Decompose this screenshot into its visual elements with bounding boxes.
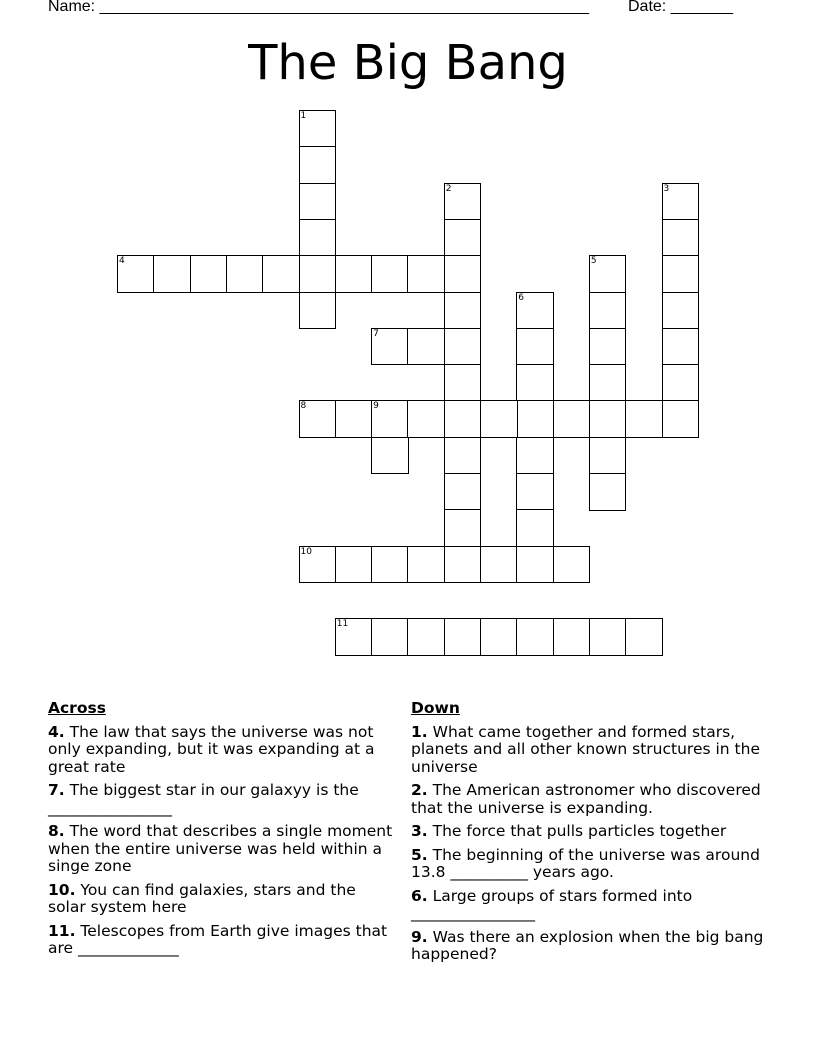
crossword-cell[interactable] [371,437,409,475]
crossword-cell[interactable] [589,364,627,402]
crossword-cell[interactable] [589,437,627,475]
clue-number-label: 2 [445,183,452,194]
crossword-cell[interactable] [589,292,627,330]
crossword-cell[interactable] [299,146,337,184]
crossword-cell[interactable] [299,546,337,584]
crossword-cell[interactable] [407,618,445,656]
crossword-cell[interactable] [516,509,554,547]
crossword-cell[interactable] [589,473,627,511]
crossword-cell[interactable] [371,328,409,366]
crossword-cell[interactable] [299,400,337,438]
page-title: The Big Bang [248,35,568,91]
clue-number-label: 11 [336,619,349,630]
crossword-cell[interactable] [662,364,700,402]
crossword-cell[interactable] [299,183,337,221]
clue-number-label: 7 [373,328,379,339]
crossword-cell[interactable] [299,110,337,148]
crossword-cell[interactable] [589,400,627,438]
crossword-cell[interactable] [117,255,155,293]
clue-number: 3. [411,822,428,840]
across-clue [48,782,393,817]
date-label: Date: [628,0,667,15]
crossword-cell[interactable] [444,183,482,221]
crossword-cell[interactable] [662,219,700,257]
crossword-cell[interactable] [480,546,518,584]
across-heading: Across [48,699,106,717]
crossword-cell[interactable] [335,618,373,656]
crossword-cell[interactable] [553,400,591,438]
clue-text: Was there an explosion when the big bang happened? [411,927,764,963]
clue-text: The word that describes a single moment when the entire universe was held within a singe zone [48,822,393,875]
crossword-cell[interactable] [335,255,373,293]
down-clue [411,782,771,817]
crossword-cell[interactable] [516,364,554,402]
crossword-cell[interactable] [407,400,445,438]
clue-text: Telescopes from Earth give images that are _____________ [48,921,388,957]
date-line[interactable]: _______ [670,0,733,15]
crossword-cell[interactable] [407,328,445,366]
crossword-cell[interactable] [480,400,518,438]
crossword-cell[interactable] [444,219,482,257]
crossword-cell[interactable] [444,473,482,511]
name-line[interactable]: _______________________________________________________ [99,0,589,15]
crossword-cell[interactable] [444,364,482,402]
down-heading: Down [411,699,460,717]
clue-number: 11. [48,921,76,940]
clue-number-label: 1 [300,111,307,121]
clue-number: 5. [411,845,428,864]
crossword-cell[interactable] [444,437,482,475]
crossword-cell[interactable] [444,546,482,584]
crossword-cell[interactable] [262,255,300,293]
clue-number-label: 6 [518,292,525,303]
clue-number-label: 4 [119,256,125,267]
clue-text: You can find galaxies, stars and the solar system here [48,880,356,916]
crossword-cell[interactable] [516,546,554,584]
crossword-cell[interactable] [553,618,591,656]
crossword-cell[interactable] [190,255,228,293]
crossword-cell[interactable] [662,292,700,330]
crossword-cell[interactable] [444,255,482,293]
clue-text: What came together and formed stars, planets and all other known structures in the universe [411,722,760,776]
down-clues [411,700,771,970]
down-clue [411,929,771,964]
crossword-cell[interactable] [480,618,518,656]
crossword-cell[interactable] [516,437,554,475]
crossword-cell[interactable] [407,546,445,584]
crossword-cell[interactable] [553,546,591,584]
clue-number-label: 10 [300,546,312,557]
name-label: Name: [48,0,96,15]
crossword-cell[interactable] [662,255,700,293]
clue-number-label: 3 [663,183,670,194]
across-clue [48,823,393,876]
clue-number: 9. [411,927,428,946]
crossword-cell[interactable] [662,328,700,366]
crossword-cell[interactable] [444,509,482,547]
down-clue [411,888,771,923]
crossword-cell[interactable] [516,618,554,656]
crossword-cell[interactable] [662,183,700,221]
across-clue [48,882,393,917]
crossword-cell[interactable] [516,328,554,366]
crossword-cell[interactable] [153,255,191,293]
crossword-cell[interactable] [625,400,663,438]
crossword-cell[interactable] [444,400,482,438]
clue-number-label: 5 [590,256,597,267]
clue-number: 6. [411,886,428,905]
clue-number: 8. [48,822,65,840]
crossword-cell[interactable] [444,618,482,656]
crossword-cell[interactable] [444,292,482,330]
crossword-cell[interactable] [299,255,337,293]
clue-number: 4. [48,722,65,741]
down-clue [411,823,771,841]
clue-text: The beginning of the universe was around 13.8 __________ years ago. [411,845,760,881]
clue-number: 7. [48,781,65,799]
crossword-cell[interactable] [371,546,409,584]
crossword-cell[interactable] [662,400,700,438]
clue-number-label: 8 [300,401,307,412]
crossword-cell[interactable] [335,546,373,584]
clue-text: The American astronomer who discovered that the universe is expanding. [411,781,761,817]
crossword-cell[interactable] [516,292,554,330]
crossword-cell[interactable] [589,255,627,293]
crossword-cell[interactable] [371,400,409,438]
clue-number: 1. [411,722,428,741]
clue-text: The force that pulls particles together [432,822,727,840]
across-clues [48,700,393,964]
across-clue [48,923,393,958]
crossword-cell[interactable] [371,618,409,656]
crossword-cell[interactable] [371,255,409,293]
down-clue [411,724,771,777]
crossword-cell[interactable] [299,292,337,330]
crossword-cell[interactable] [407,255,445,293]
crossword-cell[interactable] [589,618,627,656]
crossword-cell[interactable] [625,618,663,656]
crossword-cell[interactable] [589,328,627,366]
clue-number-label: 9 [373,401,379,412]
crossword-cell[interactable] [444,328,482,366]
crossword-cell[interactable] [335,400,373,438]
clue-number: 10. [48,880,76,899]
crossword-cell[interactable] [516,400,554,438]
down-clue [411,847,771,882]
crossword-cell[interactable] [516,473,554,511]
across-clue [48,724,393,777]
crossword-cell[interactable] [299,219,337,257]
clue-text: Large groups of stars formed into ________________ [411,886,693,922]
crossword-cell[interactable] [226,255,264,293]
clue-text: The biggest star in our galaxyy is the ________________ [48,781,359,817]
clue-text: The law that says the universe was not only expanding, but it was expanding at a great rate [48,722,375,776]
clue-number: 2. [411,781,428,799]
